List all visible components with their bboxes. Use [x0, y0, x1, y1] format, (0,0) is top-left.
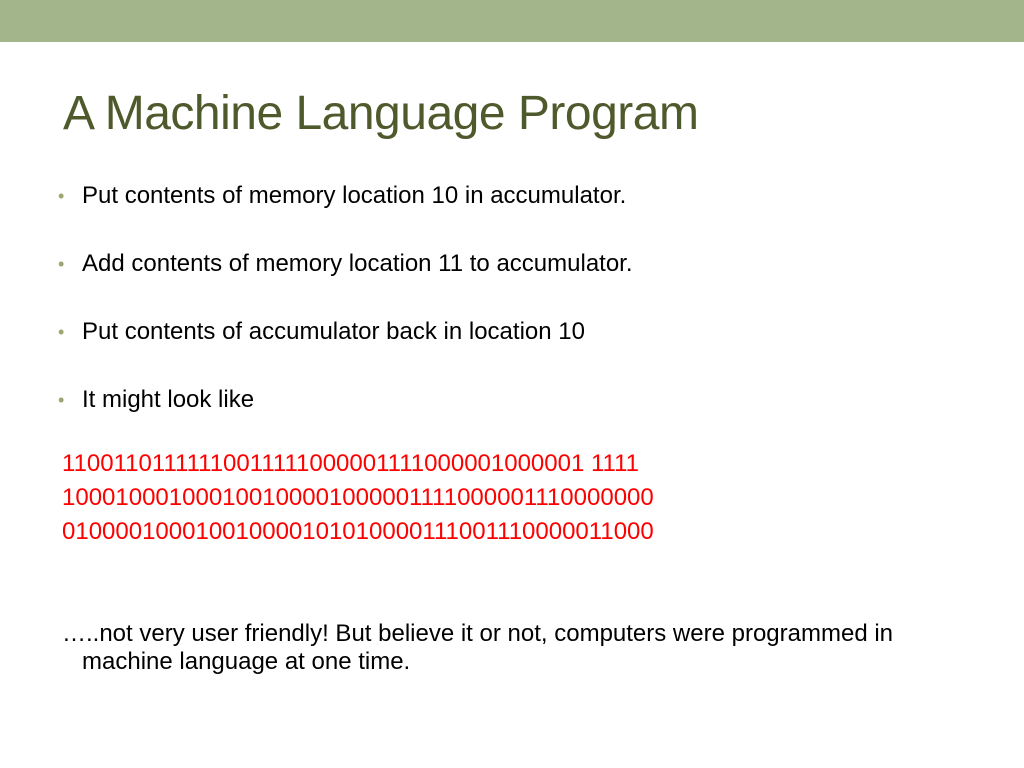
bullet-text: Add contents of memory location 11 to accumulator.	[82, 250, 633, 277]
slide-title: A Machine Language Program	[63, 87, 699, 140]
bullet-item	[58, 178, 633, 246]
bullet-list	[58, 178, 633, 450]
bullet-dot-icon: •	[58, 186, 65, 206]
closing-note: …..not very user friendly! But believe it or not, computers were programmed in machine language at one time.	[62, 620, 894, 675]
bullet-dot-icon: •	[58, 254, 65, 274]
binary-line: 11001101111110011111000001111000001000001 1111	[62, 450, 640, 477]
bullet-item	[58, 382, 633, 450]
top-accent-band	[0, 0, 1024, 42]
bullet-text: Put contents of accumulator back in location 10	[82, 318, 585, 345]
binary-line: 100010001000100100001000001111000001110000000	[62, 484, 654, 511]
bullet-dot-icon: •	[58, 322, 65, 342]
binary-line: 010000100010010000101010000111001110000011000	[62, 518, 654, 545]
bullet-text: Put contents of memory location 10 in accumulator.	[82, 182, 627, 209]
bullet-text: It might look like	[82, 386, 255, 413]
bullet-item	[58, 246, 633, 314]
binary-code-block	[62, 447, 654, 549]
bullet-dot-icon: •	[58, 390, 65, 410]
bullet-item	[58, 314, 633, 382]
